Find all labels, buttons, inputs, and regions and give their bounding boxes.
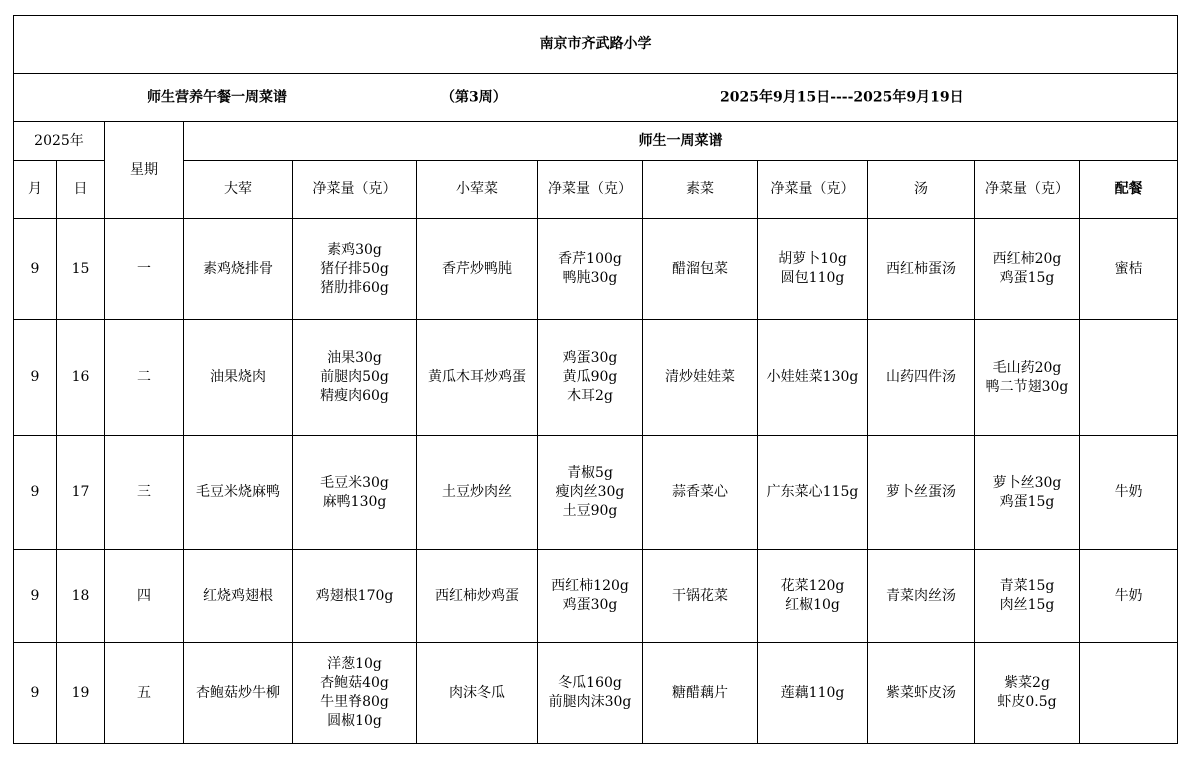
- day-cell: 16: [57, 320, 105, 436]
- veg-weight-cell: [758, 643, 868, 744]
- weight-line: 毛山药20g: [992, 359, 1062, 376]
- weight-line: 鸡蛋30g: [562, 597, 618, 613]
- day-cell: 19: [57, 643, 105, 744]
- weight-line: 洋葱10g: [327, 656, 382, 672]
- weight-line: 鸭二节翅30g: [985, 378, 1069, 395]
- weight-line: 紫菜2g: [1004, 675, 1050, 691]
- table-row: [14, 320, 1178, 436]
- veg-dish-cell: 清炒娃娃菜: [643, 320, 758, 436]
- main-dish-cell: 素鸡烧排骨: [184, 219, 293, 320]
- weight-line: 红椒10g: [785, 597, 840, 613]
- weight-line: 麻鸭130g: [322, 493, 387, 510]
- veg-dish-cell: 蒜香菜心: [643, 436, 758, 550]
- weight-line: 鸡翅根170g: [315, 587, 394, 604]
- weight-line: 虾皮0.5g: [997, 694, 1057, 710]
- small-weight-cell: [538, 643, 643, 744]
- table-row: [14, 436, 1178, 550]
- weekday-cell: 四: [105, 550, 184, 643]
- main-weight-cell: [293, 320, 417, 436]
- extra-cell: 牛奶: [1080, 550, 1178, 643]
- weight-line: 素鸡30g: [327, 241, 382, 258]
- extra-cell: 牛奶: [1080, 436, 1178, 550]
- small-weight-cell: [538, 320, 643, 436]
- soup-header: 汤: [868, 161, 975, 219]
- soup-weight-cell: [975, 320, 1080, 436]
- month-cell: 9: [14, 643, 57, 744]
- soup-weight-cell: [975, 219, 1080, 320]
- veg-weight-cell: [758, 436, 868, 550]
- weight-line: 油果30g: [327, 350, 382, 366]
- day-cell: 15: [57, 219, 105, 320]
- veg-weight-cell: [758, 320, 868, 436]
- weight-line: 胡萝卜10g: [778, 251, 847, 267]
- month-cell: 9: [14, 219, 57, 320]
- small-weight-header: 净菜量（克）: [538, 161, 643, 219]
- veg-dish-header: 素菜: [643, 161, 758, 219]
- soup-weight-header: 净菜量（克）: [975, 161, 1080, 219]
- soup-weight-cell: [975, 643, 1080, 744]
- veg-weight-cell: [758, 550, 868, 643]
- main-weight-cell: [293, 550, 417, 643]
- weight-line: 精瘦肉60g: [320, 388, 389, 404]
- week-label: （第3周）: [441, 89, 507, 105]
- small-weight-cell: [538, 436, 643, 550]
- small-dish-cell: 黄瓜木耳炒鸡蛋: [417, 320, 538, 436]
- extra-cell: 蜜桔: [1080, 219, 1178, 320]
- weekday-cell: 五: [105, 643, 184, 744]
- weekday-header: 星期: [105, 122, 184, 219]
- main-weight-cell: [293, 219, 417, 320]
- weekday-cell: 二: [105, 320, 184, 436]
- weight-line: 青椒5g: [567, 465, 613, 481]
- weekday-cell: 一: [105, 219, 184, 320]
- weight-line: 猪仔排50g: [320, 260, 389, 277]
- month-cell: 9: [14, 436, 57, 550]
- main-dish-header: 大荤: [184, 161, 293, 219]
- weight-line: 鸡蛋15g: [999, 270, 1055, 286]
- main-dish-cell: 油果烧肉: [184, 320, 293, 436]
- soup-cell: 西红柿蛋汤: [868, 219, 975, 320]
- weight-line: 冬瓜160g: [558, 675, 622, 691]
- month-cell: 9: [14, 320, 57, 436]
- weight-line: 圆包110g: [780, 270, 845, 286]
- extra-header: 配餐: [1080, 161, 1178, 219]
- soup-weight-cell: [975, 436, 1080, 550]
- weight-line: 牛里脊80g: [320, 694, 389, 710]
- day-header: 日: [57, 161, 105, 219]
- weight-line: 莲藕110g: [780, 684, 845, 701]
- main-dish-cell: 红烧鸡翅根: [184, 550, 293, 643]
- small-dish-cell: 香芹炒鸭肫: [417, 219, 538, 320]
- veg-weight-cell: [758, 219, 868, 320]
- date-range: 2025年9月15日----2025年9月19日: [720, 89, 964, 105]
- weight-line: 香芹100g: [558, 251, 622, 267]
- soup-cell: 紫菜虾皮汤: [868, 643, 975, 744]
- month-cell: 9: [14, 550, 57, 643]
- weekly-menu-table: [13, 15, 1178, 744]
- weight-line: 鸡蛋30g: [562, 350, 618, 366]
- weight-line: 猪肋排60g: [320, 279, 389, 296]
- weight-line: 小娃娃菜130g: [766, 369, 859, 385]
- soup-cell: 青菜肉丝汤: [868, 550, 975, 643]
- veg-weight-header: 净菜量（克）: [758, 161, 868, 219]
- weight-line: 西红柿120g: [551, 578, 629, 594]
- weight-line: 杏鲍菇40g: [320, 675, 389, 691]
- weight-line: 木耳2g: [567, 388, 613, 404]
- small-dish-header: 小荤菜: [417, 161, 538, 219]
- small-dish-cell: 西红柿炒鸡蛋: [417, 550, 538, 643]
- small-dish-cell: 肉沫冬瓜: [417, 643, 538, 744]
- section-header: 师生一周菜谱: [184, 122, 1178, 161]
- weight-line: 前腿肉50g: [320, 369, 389, 385]
- year-header: 2025年: [14, 122, 105, 161]
- weight-line: 瘦肉丝30g: [555, 484, 625, 500]
- weight-line: 西红柿20g: [992, 251, 1062, 267]
- subtitle-row: [14, 74, 1178, 122]
- soup-cell: 萝卜丝蛋汤: [868, 436, 975, 550]
- weight-line: 萝卜丝30g: [992, 474, 1062, 491]
- table-row: [14, 219, 1178, 320]
- weight-line: 花菜120g: [780, 578, 845, 594]
- extra-cell: [1080, 320, 1178, 436]
- soup-cell: 山药四件汤: [868, 320, 975, 436]
- main-dish-cell: 杏鲍菇炒牛柳: [184, 643, 293, 744]
- small-weight-cell: [538, 550, 643, 643]
- main-weight-header: 净菜量（克）: [293, 161, 417, 219]
- main-dish-cell: 毛豆米烧麻鸭: [184, 436, 293, 550]
- school-name: 南京市齐武路小学: [14, 16, 1178, 74]
- weight-line: 鸭肫30g: [562, 270, 618, 286]
- weight-line: 毛豆米30g: [320, 474, 389, 491]
- weight-line: 肉丝15g: [999, 597, 1055, 613]
- day-cell: 18: [57, 550, 105, 643]
- menu-title: 师生营养午餐一周菜谱: [147, 89, 287, 105]
- weight-line: 前腿肉沫30g: [548, 694, 632, 710]
- day-cell: 17: [57, 436, 105, 550]
- main-weight-cell: [293, 436, 417, 550]
- table-row: [14, 643, 1178, 744]
- main-weight-cell: [293, 643, 417, 744]
- soup-weight-cell: [975, 550, 1080, 643]
- veg-dish-cell: 醋溜包菜: [643, 219, 758, 320]
- extra-cell: [1080, 643, 1178, 744]
- weight-line: 青菜15g: [999, 578, 1055, 594]
- weight-line: 圆椒10g: [327, 713, 382, 729]
- weekday-cell: 三: [105, 436, 184, 550]
- weight-line: 鸡蛋15g: [999, 493, 1055, 510]
- month-header: 月: [14, 161, 57, 219]
- table-row: [14, 550, 1178, 643]
- weight-line: 黄瓜90g: [562, 369, 618, 385]
- small-weight-cell: [538, 219, 643, 320]
- small-dish-cell: 土豆炒肉丝: [417, 436, 538, 550]
- weight-line: 广东菜心115g: [766, 484, 859, 500]
- veg-dish-cell: 干锅花菜: [643, 550, 758, 643]
- weight-line: 土豆90g: [562, 503, 618, 519]
- veg-dish-cell: 糖醋藕片: [643, 643, 758, 744]
